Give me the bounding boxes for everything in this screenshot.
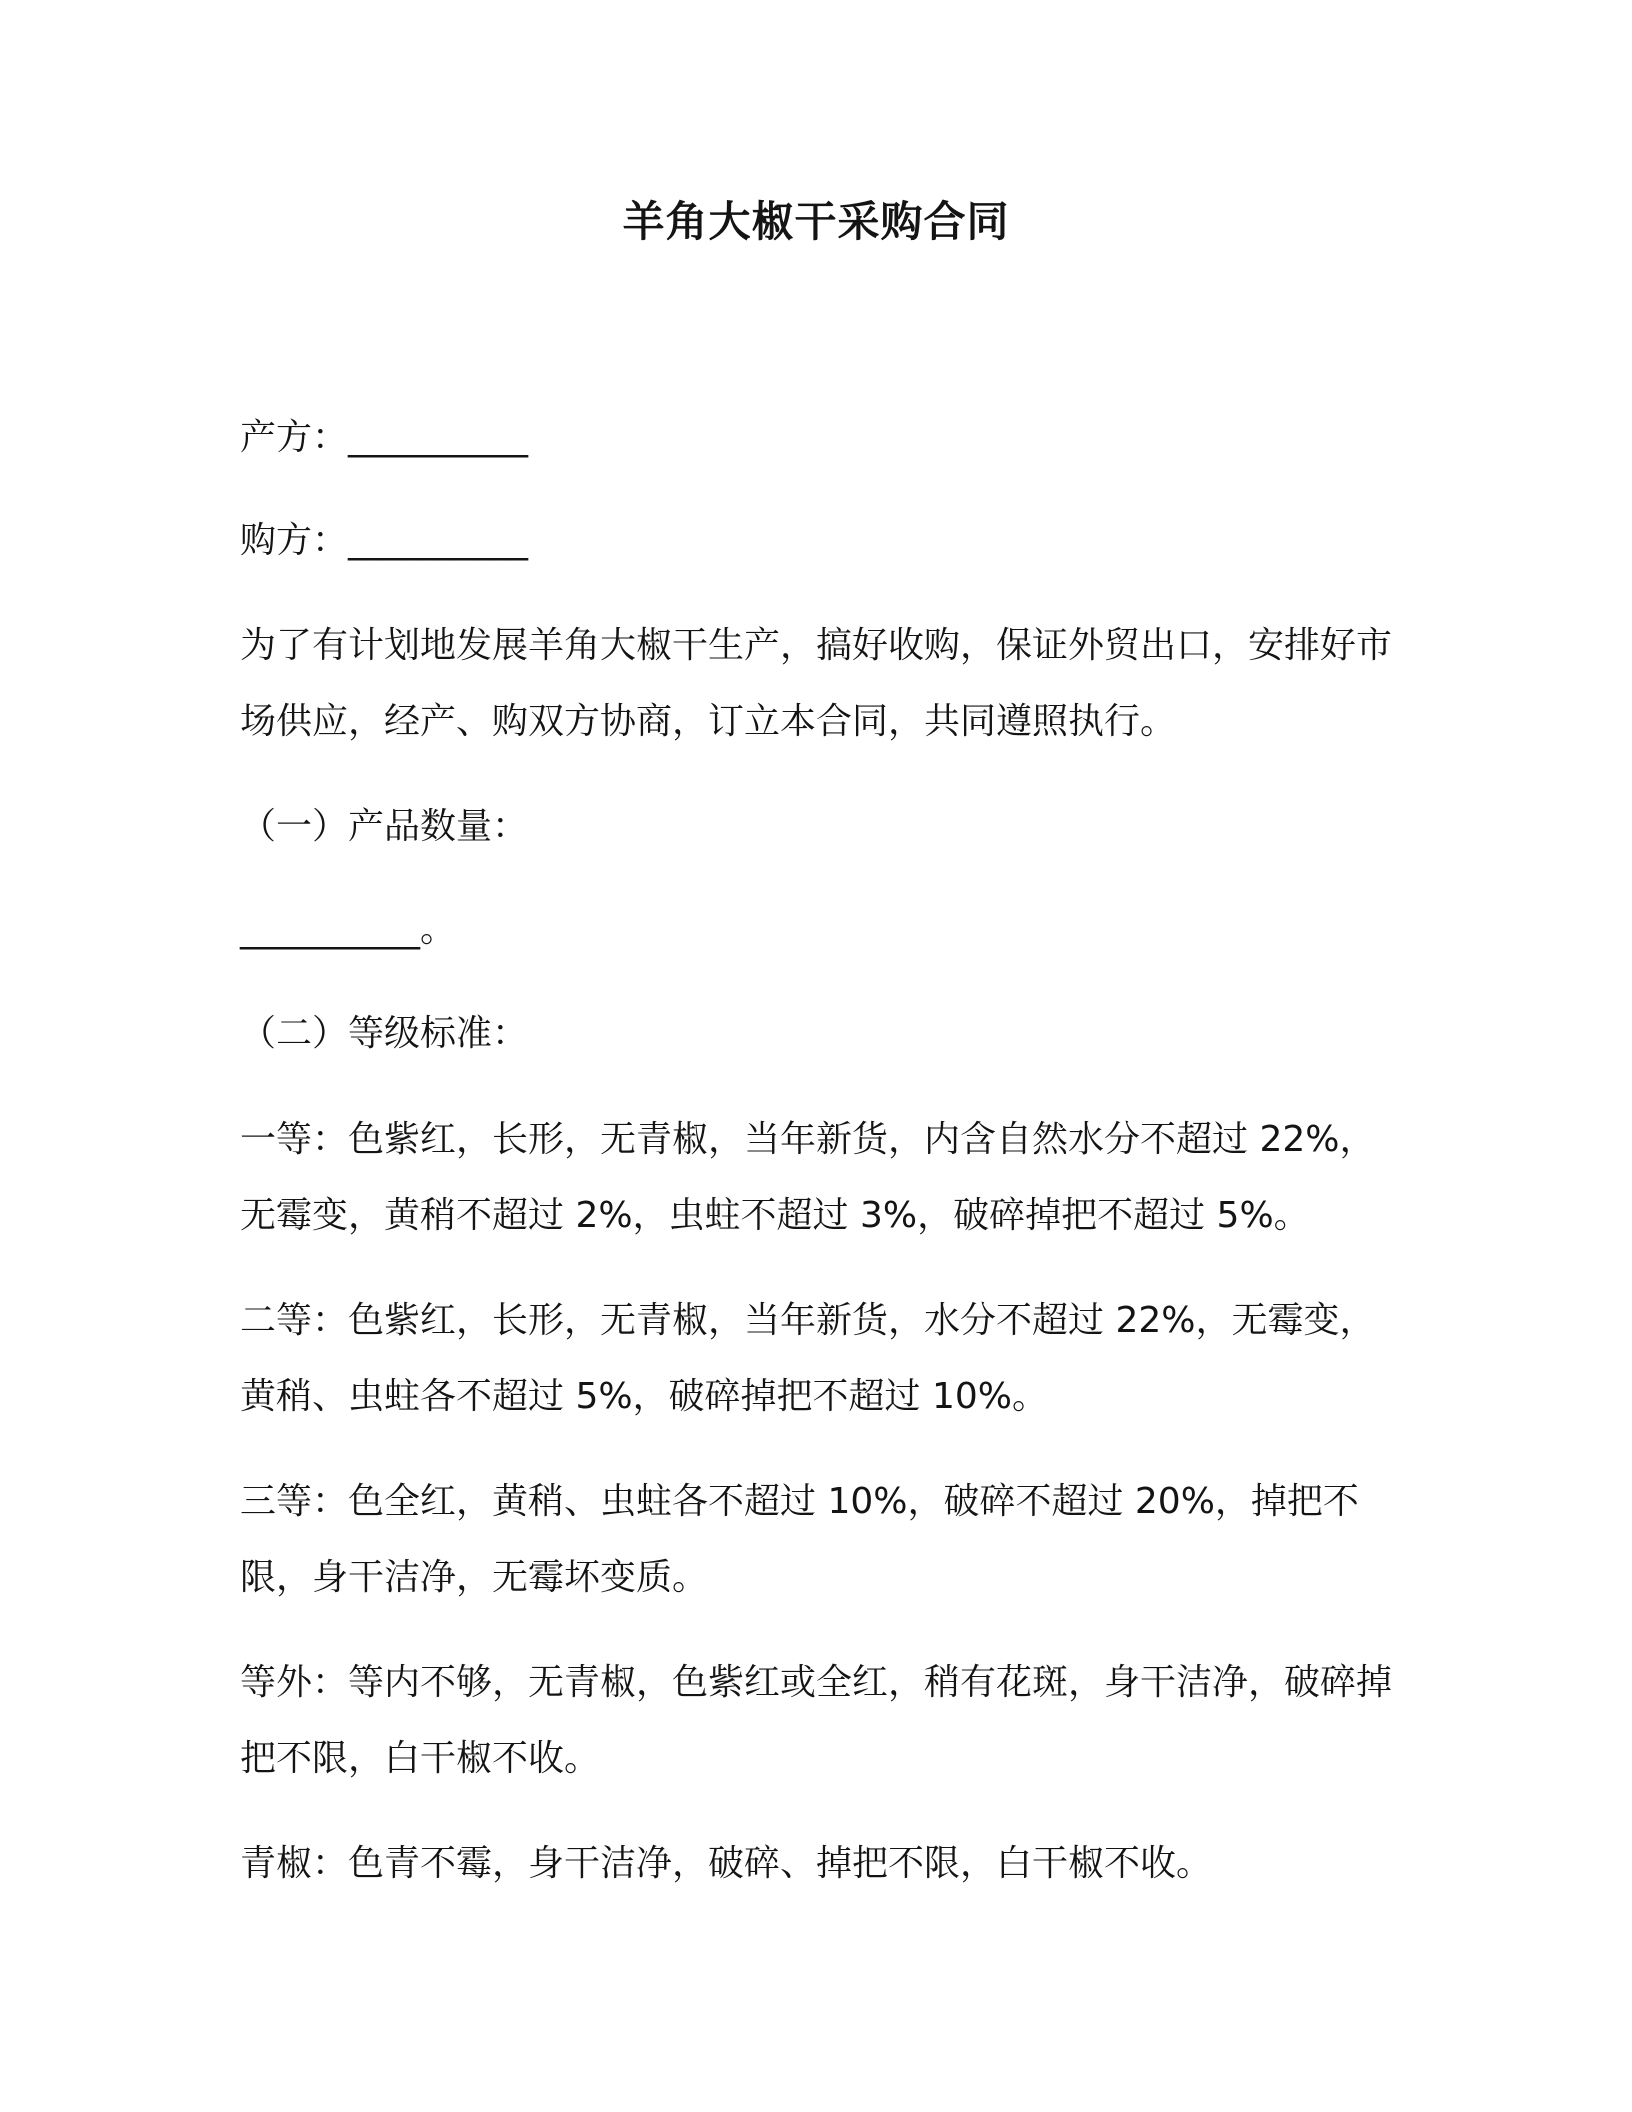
grade-third: 三等：色全红，黄稍、虫蛀各不超过 10%，破碎不超过 20%，掉把不限，身干洁净，无霉坏变质。	[240, 1481, 1359, 1598]
document-title: 羊角大椒干采购合同	[622, 197, 1010, 246]
seller-line: 产方：__________	[240, 417, 529, 458]
grade-first: 一等：色紫红，长形，无青椒，当年新货，内含自然水分不超过 22%，无霉变，黄稍不超过 2%，虫蛀不超过 3%，破碎掉把不超过 5%。	[240, 1119, 1376, 1236]
section-2-heading: （二）等级标准：	[240, 1013, 529, 1054]
section-1-heading: （一）产品数量：	[240, 806, 529, 847]
grade-substandard: 等外：等内不够，无青椒，色紫红或全红，稍有花斑，身干洁净，破碎掉把不限，白干椒不收。	[240, 1662, 1393, 1779]
quantity-line: __________。	[240, 909, 457, 950]
buyer-line: 购方：__________	[240, 520, 529, 561]
intro-paragraph: 为了有计划地发展羊角大椒干生产，搞好收购，保证外贸出口，安排好市场供应，经产、购双方协商，订立本合同，共同遵照执行。	[240, 625, 1393, 742]
grade-green-pepper: 青椒：色青不霉，身干洁净，破碎、掉把不限，白干椒不收。	[240, 1843, 1213, 1884]
grade-second: 二等：色紫红，长形，无青椒，当年新货，水分不超过 22%，无霉变，黄稍、虫蛀各不超过 5%，破碎掉把不超过 10%。	[240, 1300, 1376, 1417]
